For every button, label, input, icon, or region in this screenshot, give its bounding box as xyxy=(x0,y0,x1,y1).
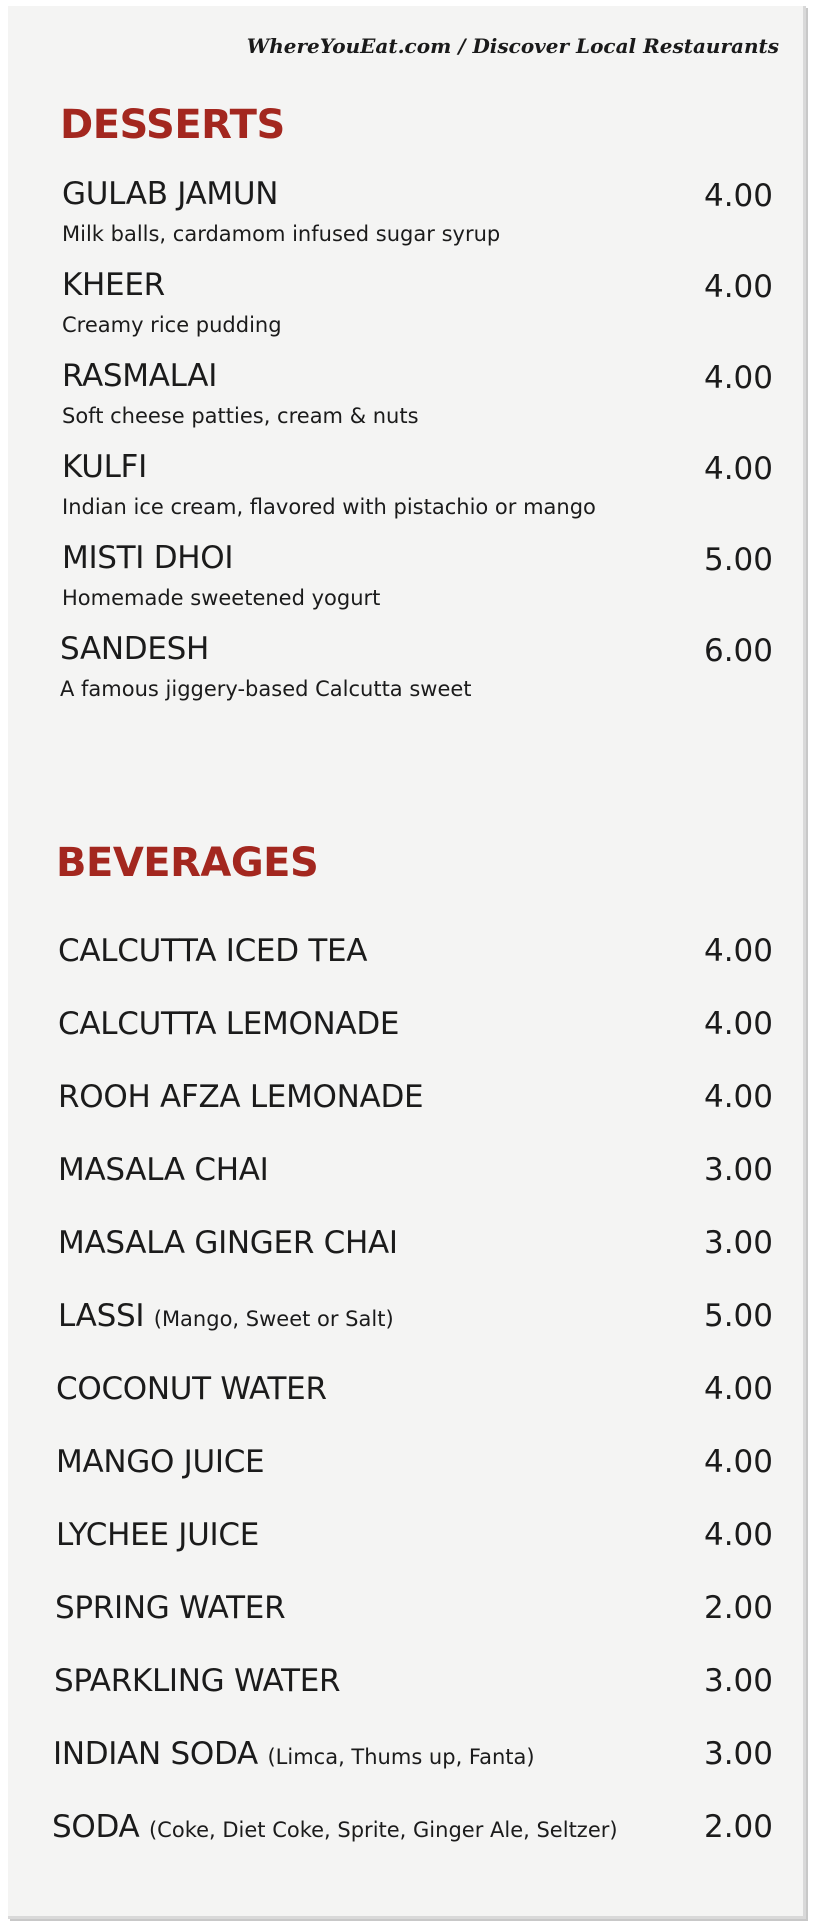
dessert-description: Creamy rice pudding xyxy=(62,313,282,337)
beverage-note: (Mango, Sweet or Salt) xyxy=(153,1307,394,1331)
dessert-name: RASMALAI xyxy=(62,358,218,394)
beverages-heading: BEVERAGES xyxy=(56,840,319,886)
beverage-note: (Coke, Diet Coke, Sprite, Ginger Ale, Seltzer) xyxy=(148,1818,618,1842)
beverage-price: 4.00 xyxy=(703,933,773,969)
dessert-name: GULAB JAMUN xyxy=(62,176,279,212)
dessert-description: Soft cheese patties, cream & nuts xyxy=(62,404,419,428)
beverage-name: CALCUTTA ICED TEA xyxy=(58,933,368,969)
beverage-price: 4.00 xyxy=(703,1006,773,1042)
beverage-name: LASSI (Mango, Sweet or Salt) xyxy=(58,1298,394,1334)
beverage-name: SPRING WATER xyxy=(55,1590,286,1626)
beverage-price: 3.00 xyxy=(703,1225,773,1261)
beverage-price: 3.00 xyxy=(703,1663,773,1699)
dessert-price: 4.00 xyxy=(703,451,773,487)
dessert-price: 5.00 xyxy=(703,542,773,578)
beverage-price: 3.00 xyxy=(703,1736,773,1772)
beverage-name: SPARKLING WATER xyxy=(54,1663,341,1699)
dessert-price: 4.00 xyxy=(703,269,773,305)
beverage-price: 2.00 xyxy=(703,1590,773,1626)
dessert-description: Indian ice cream, flavored with pistachio or mango xyxy=(62,495,596,519)
beverage-note: (Limca, Thums up, Fanta) xyxy=(267,1745,535,1769)
beverage-price: 4.00 xyxy=(703,1444,773,1480)
menu-page xyxy=(8,6,806,1919)
dessert-name: KHEER xyxy=(62,267,165,303)
beverage-price: 4.00 xyxy=(703,1079,773,1115)
dessert-description: Homemade sweetened yogurt xyxy=(62,586,381,610)
beverage-name: CALCUTTA LEMONADE xyxy=(58,1006,400,1042)
beverage-price: 5.00 xyxy=(703,1298,773,1334)
beverage-price: 2.00 xyxy=(703,1809,773,1845)
dessert-description: Milk balls, cardamom infused sugar syrup xyxy=(62,222,501,246)
dessert-price: 6.00 xyxy=(703,633,773,669)
dessert-name: KULFI xyxy=(62,449,147,485)
beverage-name: LYCHEE JUICE xyxy=(56,1517,259,1553)
beverage-name: MASALA CHAI xyxy=(58,1152,269,1188)
beverage-price: 4.00 xyxy=(703,1371,773,1407)
site-watermark: WhereYouEat.com / Discover Local Restaurants xyxy=(246,34,779,58)
dessert-description: A famous jiggery-based Calcutta sweet xyxy=(60,677,472,701)
dessert-name: MISTI DHOI xyxy=(62,540,234,576)
beverage-name: ROOH AFZA LEMONADE xyxy=(58,1079,424,1115)
desserts-heading: DESSERTS xyxy=(60,102,285,148)
dessert-name: SANDESH xyxy=(60,631,209,667)
beverage-name: INDIAN SODA (Limca, Thums up, Fanta) xyxy=(53,1736,535,1772)
beverage-price: 4.00 xyxy=(703,1517,773,1553)
beverage-name: MANGO JUICE xyxy=(56,1444,265,1480)
beverage-name: COCONUT WATER xyxy=(56,1371,327,1407)
dessert-price: 4.00 xyxy=(703,178,773,214)
beverage-name: SODA (Coke, Diet Coke, Sprite, Ginger Ale, Seltzer) xyxy=(52,1809,618,1845)
beverage-price: 3.00 xyxy=(703,1152,773,1188)
dessert-price: 4.00 xyxy=(703,360,773,396)
beverage-name: MASALA GINGER CHAI xyxy=(58,1225,398,1261)
